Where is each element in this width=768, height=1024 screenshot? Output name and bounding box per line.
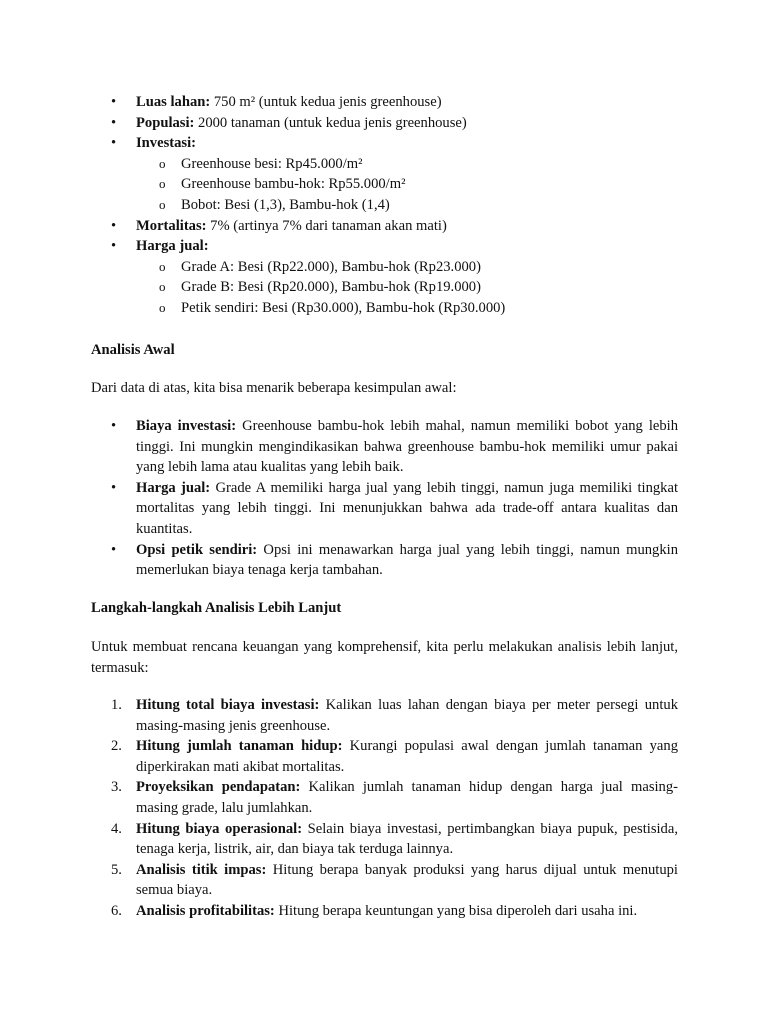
sub-item-text: Grade A: Besi (Rp22.000), Bambu-hok (Rp23.000) <box>181 258 481 275</box>
item-label: Mortalitas: <box>136 217 207 234</box>
sub-bullet-marker: o <box>159 155 166 171</box>
list-item <box>91 113 678 134</box>
list-item <box>91 777 678 818</box>
list-item <box>91 92 678 113</box>
item-text: Selain biaya investasi, pertimbangkan biaya pupuk, pestisida, tenaga kerja, listrik, air, dan biaya tak terduga lainnya. <box>136 820 678 858</box>
sub-list-item <box>91 257 678 278</box>
list-item <box>91 133 678 154</box>
bullet-marker: • <box>111 94 117 110</box>
sub-bullet-marker: o <box>159 176 166 192</box>
list-item <box>91 901 678 922</box>
sub-bullet-marker: o <box>159 299 166 315</box>
list-item <box>91 540 678 581</box>
list-item <box>91 416 678 478</box>
item-text: 7% (artinya 7% dari tanaman akan mati) <box>206 217 447 234</box>
bullet-marker: • <box>111 541 117 558</box>
step-number: 3. <box>111 779 122 796</box>
list-item <box>91 478 678 540</box>
item-label: Analisis titik impas: <box>136 861 267 878</box>
list-item <box>91 736 678 777</box>
item-text: Kalikan jumlah tanaman hidup dengan harga jual masing-masing grade, lalu jumlahkan. <box>136 779 679 816</box>
list-item <box>91 216 678 237</box>
item-label: Luas lahan: <box>136 94 211 110</box>
parameter-list <box>91 92 678 319</box>
item-label: Harga jual: <box>136 479 211 496</box>
section-intro: Untuk membuat rencana keuangan yang komprehensif, kita perlu melakukan analisis lebih lanjut, termasuk: <box>91 639 678 676</box>
analysis-list <box>91 416 678 581</box>
item-label: Hitung jumlah tanaman hidup: <box>136 738 343 755</box>
bullet-marker: • <box>111 135 117 152</box>
sub-list-item <box>91 277 678 298</box>
section-intro: Dari data di atas, kita bisa menarik beberapa kesimpulan awal: <box>91 380 457 396</box>
bullet-marker: • <box>111 479 117 496</box>
bullet-marker: • <box>111 217 117 234</box>
item-text: Hitung berapa keuntungan yang bisa diperoleh dari usaha ini. <box>274 902 638 919</box>
sub-bullet-marker: o <box>159 279 166 295</box>
sub-item-text: Petik sendiri: Besi (Rp30.000), Bambu-hok (Rp30.000) <box>181 299 506 316</box>
item-text: 750 m² (untuk kedua jenis greenhouse) <box>210 94 442 110</box>
step-number: 6. <box>111 902 122 919</box>
step-number: 4. <box>111 820 122 837</box>
list-item <box>91 860 678 901</box>
sub-list-item <box>91 195 678 216</box>
bullet-marker: • <box>111 114 117 131</box>
item-text: Hitung berapa banyak produksi yang harus dijual untuk menutupi semua biaya. <box>136 861 678 899</box>
item-text: Greenhouse bambu-hok lebih mahal, namun memiliki bobot yang lebih tinggi. Ini mungkin mengindikasikan bahwa greenhouse bambu-hok memiliki umur pakai yang lebih lama atau kualitas yang lebih baik. <box>136 418 678 476</box>
sub-bullet-marker: o <box>159 258 166 274</box>
item-label: Hitung biaya operasional: <box>136 820 303 837</box>
step-number: 2. <box>111 738 122 755</box>
item-text: Kalikan luas lahan dengan biaya per meter persegi untuk masing-masing jenis greenhouse. <box>136 697 678 734</box>
bullet-marker: • <box>111 418 117 434</box>
item-label: Opsi petik sendiri: <box>136 541 258 558</box>
list-item <box>91 236 678 257</box>
item-label: Harga jual: <box>136 238 209 255</box>
sub-item-text: Greenhouse bambu-hok: Rp55.000/m² <box>181 176 406 193</box>
sub-item-text: Grade B: Besi (Rp20.000), Bambu-hok (Rp19.000) <box>181 279 481 296</box>
item-label: Hitung total biaya investasi: <box>136 697 320 713</box>
sub-item-text: Greenhouse besi: Rp45.000/m² <box>181 155 363 172</box>
item-text: Opsi ini menawarkan harga jual yang lebih tinggi, namun mungkin memerlukan biaya tenaga kerja tambahan. <box>136 541 678 579</box>
step-number: 1. <box>111 697 122 713</box>
item-text: 2000 tanaman (untuk kedua jenis greenhouse) <box>194 114 467 131</box>
item-label: Analisis profitabilitas: <box>136 902 275 919</box>
item-label: Proyeksikan pendapatan: <box>136 779 301 796</box>
sub-list-item <box>91 154 678 175</box>
sub-list-item <box>91 298 678 319</box>
item-label: Populasi: <box>136 114 195 131</box>
sub-item-text: Bobot: Besi (1,3), Bambu-hok (1,4) <box>181 196 390 213</box>
section-heading: Analisis Awal <box>91 342 175 358</box>
sub-list-item <box>91 174 678 195</box>
steps-list <box>91 695 678 922</box>
section-heading: Langkah-langkah Analisis Lebih Lanjut <box>91 600 342 616</box>
bullet-marker: • <box>111 238 117 255</box>
item-label: Investasi: <box>136 135 196 152</box>
item-text: Grade A memiliki harga jual yang lebih tinggi, namun juga memiliki tingkat mortalitas yang lebih tinggi. Ini menunjukkan bahwa ada trade-off antara kualitas dan kuantitas. <box>136 479 678 537</box>
sub-bullet-marker: o <box>159 196 166 212</box>
list-item <box>91 819 678 860</box>
item-text: Kurangi populasi awal dengan jumlah tanaman yang diperkirakan mati akibat mortalitas. <box>136 738 678 775</box>
list-item <box>91 695 678 736</box>
item-label: Biaya investasi: <box>136 418 237 434</box>
step-number: 5. <box>111 861 122 878</box>
